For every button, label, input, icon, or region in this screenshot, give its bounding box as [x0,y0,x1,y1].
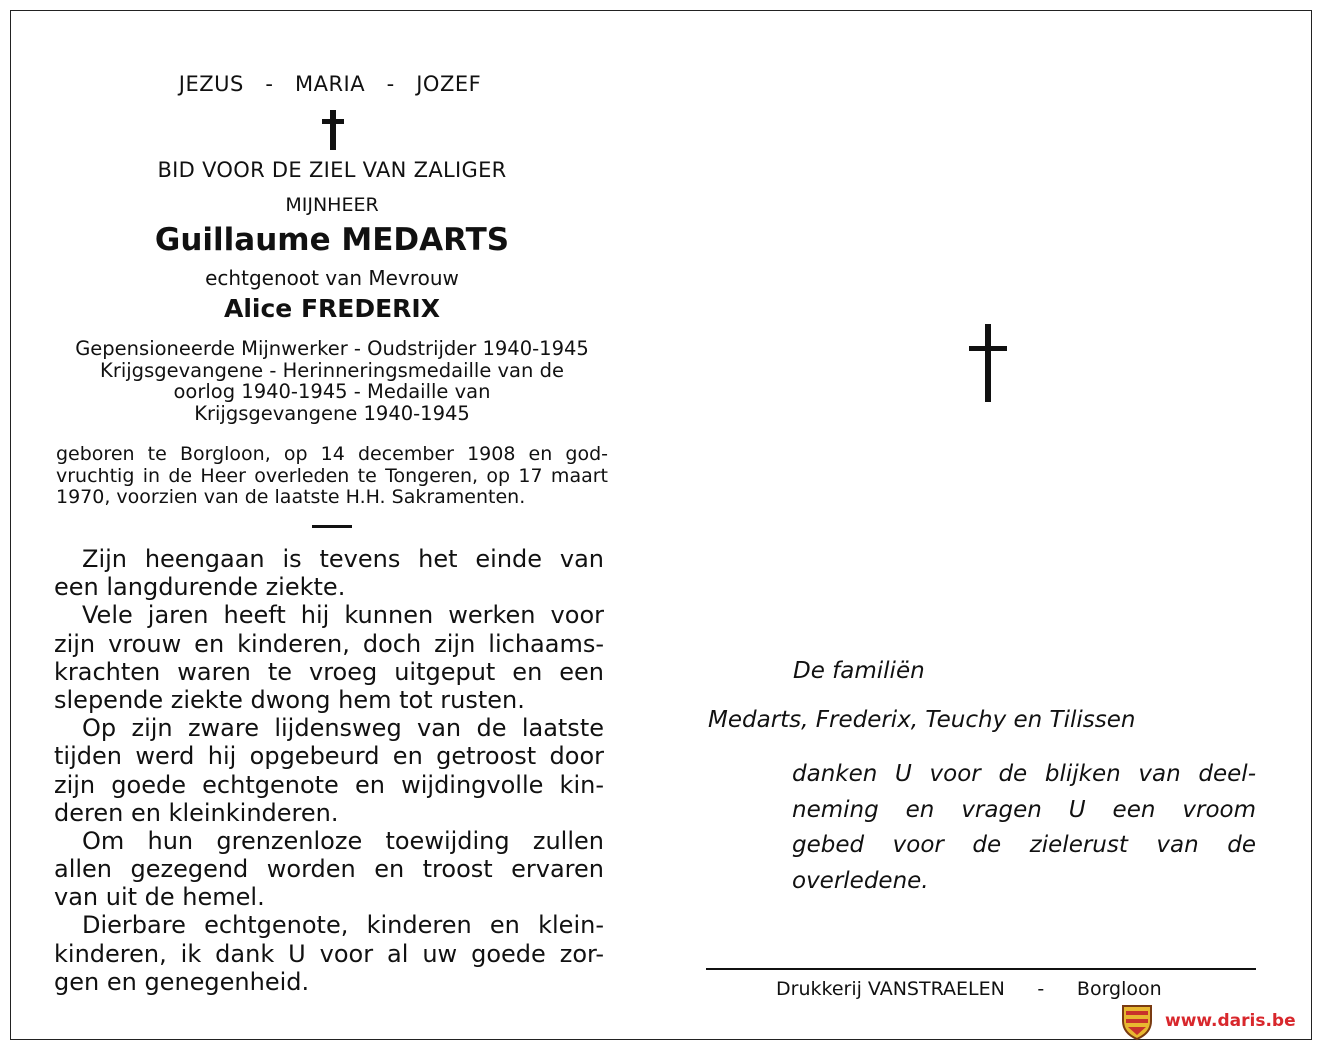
title-line: Krijgsgevangene 1940-1945 [194,401,470,425]
thanks-line: neming en vragen U een vroom [792,796,1256,823]
families-intro: De familiën [793,658,925,684]
text-line: Zijn heengaan is tevens het einde van [82,545,604,573]
latin-cross-icon [316,108,350,152]
spouse-name: Alice FREDERIX [223,294,441,323]
text-line: Op zijn zware lijdensweg van de laatste [82,714,604,743]
birth-death-block [56,444,608,509]
title-line: Gepensioneerde Mijnwerker - Oudstrijder 1940-1945 [75,337,589,360]
title-line: oorlog 1940-1945 - Medaille van [173,380,491,403]
printer-city: Borgloon [1076,978,1162,1000]
printer-separator: - [1037,978,1045,1000]
text-line: Dierbare echtgenote, kinderen en klein- [82,911,604,940]
divider-rule [706,968,1256,970]
text-line: zijn vrouw en kinderen, doch zijn lichaams- [54,629,604,658]
text-line: van uit de hemel. [54,883,265,912]
memorial-text [54,545,604,996]
text-line: deren en kleinkinderen. [54,798,339,827]
text-line: een langdurende ziekte. [54,573,346,602]
crest-logo-icon [1120,1003,1154,1041]
latin-cross-icon [966,322,1010,404]
text-line: slepende ziekte dwong hem tot rusten. [54,685,525,714]
birth-line: geboren te Borgloon, op 14 december 1908 en god- [56,443,608,465]
thanks-line: danken U voor de blijken van deel- [792,761,1256,787]
text-line: allen gezegend worden en troost ervaren [54,855,604,884]
honorific: MIJNHEER [285,194,379,216]
spouse-intro: echtgenoot van Mevrouw [205,266,459,290]
deceased-name: Guillaume MEDARTS [154,222,510,258]
prayer-line: BID VOOR DE ZIEL VAN ZALIGER [157,158,507,182]
text-line: krachten waren te vroeg uitgeput en een [54,657,604,686]
text-line: Om hun grenzenloze toewijding zullen [82,826,604,855]
divider-dash [312,525,352,528]
printer-name: Drukkerij VANSTRAELEN [776,978,1005,1000]
birth-line: 1970, voorzien van de laatste H.H. Sakramenten. [56,486,526,508]
titles-block [50,338,614,424]
title-line: Krijgsgevangene - Herinneringsmedaille van de [100,358,564,382]
text-line: kinderen, ik dank U voor al uw goede zor- [54,939,604,968]
text-line: Vele jaren heeft hij kunnen werken voor [82,601,604,630]
families-names: Medarts, Frederix, Teuchy en Tilissen [708,707,1136,733]
printer-credit [776,978,1162,1000]
text-line: zijn goede echtgenote en wijdingvolle kin- [54,770,604,799]
thanks-line: overledene. [792,867,929,894]
thanks-line: gebed voor de zielerust van de [792,832,1256,858]
thanks-block [792,757,1256,899]
text-line: tijden werd hij opgebeurd en getroost door [54,742,604,771]
text-line: gen en genegenheid. [54,967,310,996]
watermark-site[interactable]: www.daris.be [1165,1011,1296,1031]
birth-line: vruchtig in de Heer overleden te Tongeren, op 17 maart [56,464,608,487]
invocation: JEZUS - MARIA - JOZEF [178,72,482,96]
